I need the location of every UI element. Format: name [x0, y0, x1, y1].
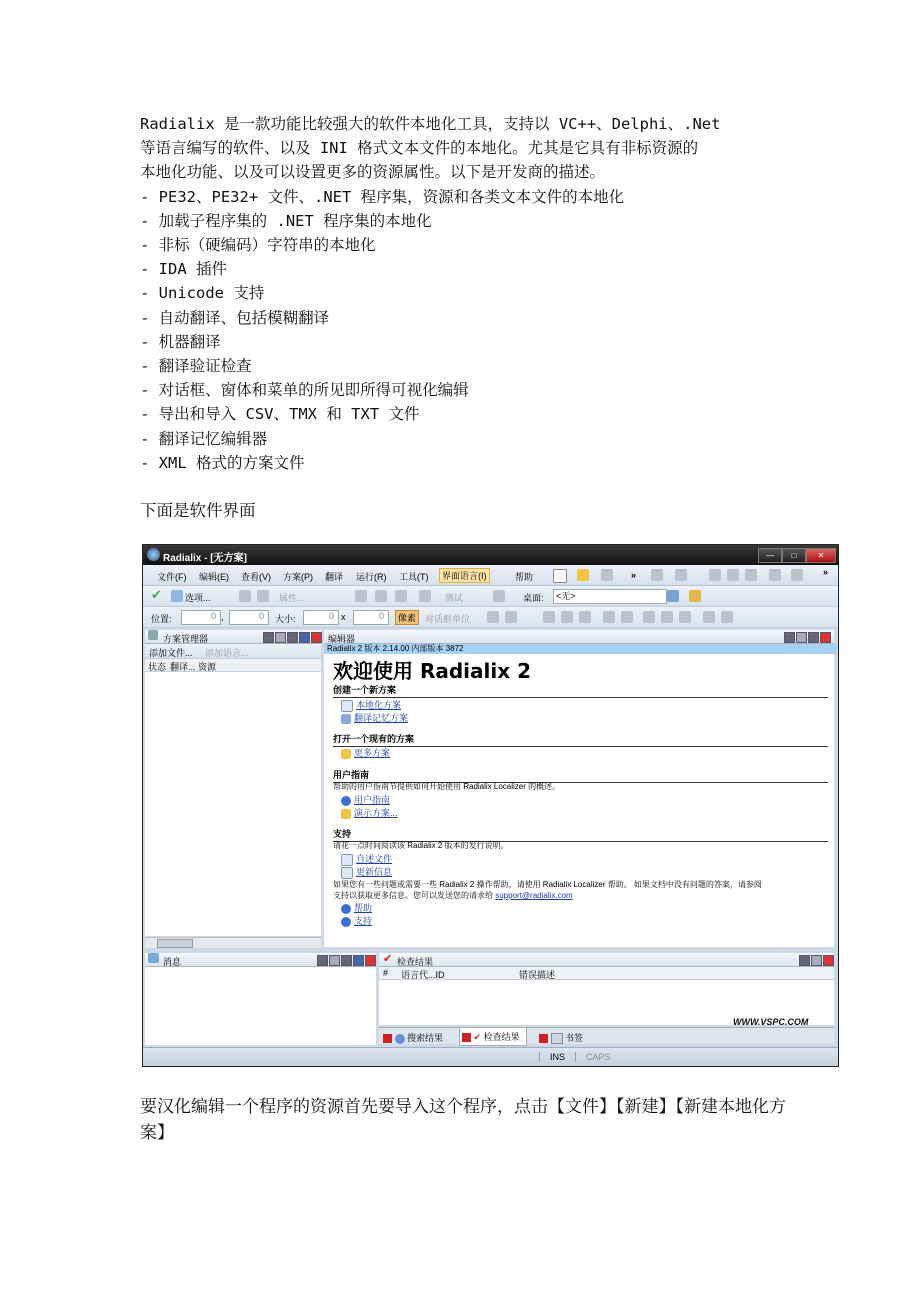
link-readme[interactable]: 自述文件 — [341, 852, 392, 866]
messages-close-icon[interactable] — [365, 955, 376, 966]
project-manager-header — [145, 630, 321, 644]
column-status[interactable]: 状态 — [148, 662, 167, 672]
project-scrollbar[interactable] — [145, 937, 321, 948]
support-description: 请花一点时间阅读该 Radialix 2 版本的发行说明。 — [333, 841, 509, 850]
column-resource[interactable]: 资源 — [198, 662, 217, 672]
toolbar-layout: 位置: 0 , 0 大小: 0 x 0 像素 对话框单位 — [143, 607, 838, 628]
link-tm-project[interactable]: 翻译记忆方案 — [341, 711, 408, 724]
align-top-icon[interactable] — [543, 611, 555, 623]
add-file-button[interactable]: 添加文件... — [149, 648, 193, 658]
panel-dock-icon[interactable] — [299, 632, 310, 643]
check-results-title: 检查结果 — [397, 957, 434, 967]
editor-float-icon[interactable] — [808, 632, 819, 643]
size-height-input[interactable]: 0 — [353, 610, 389, 625]
replace-icon[interactable] — [791, 569, 803, 581]
play-icon[interactable] — [395, 590, 407, 602]
support-help-text: 如果您有一些问题或需要一些 Radialix 2 操作帮助，请使用 Radialix Localizer 帮助。 如果文档中没有问题的答案，请参阅 — [333, 880, 762, 889]
messages-float-icon[interactable] — [341, 955, 352, 966]
menu-translate[interactable]: 翻译 — [325, 572, 344, 582]
project-manager-icon — [148, 630, 158, 640]
menu-project[interactable]: 方案(P) — [283, 572, 313, 582]
guide-description: 帮助的用户指南节提供如何开始使用 Radialix Localizer 的概述。 — [333, 782, 561, 791]
check-mark-icon: ✔ — [383, 953, 393, 965]
editor-title: 编辑器 — [328, 634, 356, 644]
radialix-logo-icon — [147, 548, 160, 561]
messages-header — [145, 953, 376, 967]
column-language-id[interactable]: 语言代...ID — [401, 970, 445, 980]
panel-menu-icon[interactable] — [275, 632, 286, 643]
feature-item: - 翻译记忆编辑器 — [140, 429, 268, 448]
document-icon — [341, 867, 353, 879]
close-tab-icon[interactable] — [539, 1034, 548, 1043]
tab-order-icon[interactable] — [703, 611, 715, 623]
check-icon[interactable]: ✔ — [151, 587, 162, 602]
editor-pin-icon[interactable] — [784, 632, 795, 643]
document-body — [140, 112, 790, 475]
column-error-description[interactable]: 错误描述 — [519, 970, 556, 980]
panel-close-icon[interactable] — [311, 632, 322, 643]
grid-icon[interactable] — [721, 611, 733, 623]
menu-help[interactable]: 帮助 — [515, 572, 534, 582]
version-bar: Radialix 2 版本 2.14.00 内部版本 3872 — [324, 644, 837, 654]
support-email-link[interactable]: support@radialix.com — [495, 891, 573, 900]
feature-item: - 翻译验证检查 — [140, 357, 252, 376]
section-support: 支持 — [333, 827, 828, 842]
status-ins: INS — [539, 1052, 565, 1062]
intro-line-3: 本地化功能、以及可以设置更多的资源属性。以下是开发商的描述。 — [140, 163, 606, 182]
minimize-button[interactable]: — — [758, 548, 782, 563]
status-bar — [143, 1047, 838, 1066]
help-icon — [341, 917, 351, 927]
redo-icon[interactable] — [675, 569, 687, 581]
maximize-button[interactable]: □ — [782, 548, 806, 563]
bottom-tabs — [379, 1027, 834, 1044]
screenshot-caption: 下面是软件界面 — [140, 501, 256, 520]
app-screenshot — [142, 544, 839, 1067]
menu-file[interactable]: 文件(F) — [157, 572, 187, 582]
feature-item: - 自动翻译、包括模糊翻译 — [140, 308, 330, 327]
section-user-guide: 用户指南 — [333, 768, 828, 783]
add-language-button[interactable]: 添加语言... — [205, 648, 249, 658]
desktop-label: 桌面: — [523, 593, 544, 603]
desktop-folder-icon[interactable] — [689, 590, 701, 602]
close-button[interactable]: ✕ — [806, 548, 836, 563]
size-separator: x — [341, 612, 346, 622]
test-button[interactable]: 测试 — [445, 593, 464, 603]
project-toolbar — [145, 644, 321, 659]
status-caps: CAPS — [575, 1052, 611, 1062]
database-icon — [341, 714, 351, 724]
project-manager-title: 方案管理器 — [163, 634, 209, 644]
pixel-toggle[interactable]: 像素 — [395, 610, 419, 625]
same-height-icon[interactable] — [621, 611, 633, 623]
menu-bar — [143, 565, 838, 586]
menu-edit[interactable]: 编辑(E) — [199, 572, 229, 582]
paste-icon[interactable] — [727, 569, 739, 581]
document-icon — [341, 854, 353, 866]
copy-icon[interactable] — [709, 569, 721, 581]
position-x-input[interactable]: 0 — [181, 610, 221, 625]
editor-header — [324, 630, 834, 644]
check-columns — [379, 967, 834, 980]
resource-icon[interactable] — [239, 590, 251, 602]
link-user-guide[interactable]: 用户指南 — [341, 793, 390, 806]
intro-line-1: Radialix 是一款功能比较强大的软件本地化工具，支持以 VC++、Delphi、.Net — [140, 115, 721, 133]
same-size-icon[interactable] — [643, 611, 655, 623]
save-icon[interactable] — [601, 569, 613, 581]
close-tab-icon[interactable] — [462, 1033, 471, 1042]
binoculars-icon — [395, 1034, 405, 1044]
menu-view[interactable]: 查看(V) — [241, 572, 271, 582]
feature-item: - 导出和导入 CSV、TMX 和 TXT 文件 — [140, 405, 420, 424]
scrollbar-thumb[interactable] — [157, 939, 193, 948]
space-v-icon[interactable] — [679, 611, 691, 623]
help-icon — [341, 904, 351, 914]
check-results-header — [379, 953, 834, 967]
editor-menu-icon[interactable] — [796, 632, 807, 643]
forward-icon[interactable] — [493, 590, 505, 602]
title-bar — [143, 545, 838, 565]
intro-line-2: 等语言编写的软件、以及 INI 格式文本文件的本地化。尤其是它具有非标资源的 — [140, 139, 699, 158]
check-mark-icon: ✔ — [473, 1032, 482, 1042]
align-center-icon[interactable] — [505, 611, 517, 623]
options-icon — [171, 590, 183, 602]
document-icon — [341, 700, 353, 712]
align-middle-icon[interactable] — [561, 611, 573, 623]
panel-pin-icon[interactable] — [263, 632, 274, 643]
toolbar-main — [143, 586, 838, 607]
feature-item: - IDA 插件 — [140, 260, 227, 279]
step-icon[interactable] — [419, 590, 431, 602]
link-help[interactable]: 帮助 — [341, 901, 372, 914]
messages-menu-icon[interactable] — [329, 955, 340, 966]
link-localize-project[interactable]: 本地化方案 — [341, 698, 401, 712]
toolbar-overflow[interactable]: » — [631, 570, 637, 580]
support-contact-text: 支持以获取更多信息。您可以发送您的请求给 support@radialix.com — [333, 891, 573, 900]
section-open-project: 打开一个现有的方案 — [333, 732, 828, 747]
column-number[interactable]: # — [383, 968, 389, 978]
build-icon[interactable] — [355, 590, 367, 602]
messages-list[interactable] — [145, 967, 376, 1045]
same-width-icon[interactable] — [603, 611, 615, 623]
position-label: 位置: — [151, 614, 172, 624]
watermark: WWW.VSPC.COM — [733, 1017, 809, 1027]
menu-overflow[interactable]: » — [823, 567, 829, 577]
cut-icon[interactable] — [745, 569, 757, 581]
window-title: Radialix - [无方案] — [163, 553, 247, 564]
close-tab-icon[interactable] — [383, 1034, 392, 1043]
tab-search-results[interactable]: 搜索结果 — [383, 1031, 443, 1044]
feature-item: - 机器翻译 — [140, 332, 221, 351]
folder-icon — [341, 749, 351, 759]
project-columns — [145, 659, 321, 672]
attribute-button[interactable]: 属性... — [279, 593, 305, 603]
size-width-input[interactable]: 0 — [303, 610, 339, 625]
bookmark-icon — [551, 1033, 563, 1044]
align-left-icon[interactable] — [487, 611, 499, 623]
size-label: 大小: — [275, 614, 296, 624]
check-pin-icon[interactable] — [799, 955, 810, 966]
dialog-unit-toggle[interactable]: 对话框单位 — [425, 614, 471, 624]
feature-item: - 对话框、窗体和菜单的所见即所得可视化编辑 — [140, 381, 469, 400]
find-icon[interactable] — [769, 569, 781, 581]
messages-dock-icon[interactable] — [353, 955, 364, 966]
help-icon — [341, 796, 351, 806]
column-translation[interactable]: 翻译... — [170, 662, 196, 672]
check-close-icon[interactable] — [823, 955, 834, 966]
folder-icon — [341, 809, 351, 819]
check-menu-icon[interactable] — [811, 955, 822, 966]
space-h-icon[interactable] — [661, 611, 673, 623]
feature-item: - PE32、PE32+ 文件、.NET 程序集，资源和各类文本文件的本地化 — [140, 187, 625, 206]
feature-item: - 加载子程序集的 .NET 程序集的本地化 — [140, 211, 432, 230]
options-button[interactable]: 选项... — [185, 593, 211, 603]
section-new-project: 创建一个新方案 — [333, 683, 828, 698]
feature-item: - 非标（硬编码）字符串的本地化 — [140, 236, 376, 255]
menu-tools[interactable]: 工具(T) — [399, 572, 429, 582]
tab-bookmarks[interactable]: 书签 — [539, 1031, 583, 1044]
desktop-action-icon[interactable] — [667, 590, 679, 602]
link-more-projects[interactable]: 更多方案 — [341, 746, 390, 759]
messages-pin-icon[interactable] — [317, 955, 328, 966]
desktop-select[interactable]: <无> — [553, 589, 667, 604]
message-icon — [148, 953, 159, 963]
panel-float-icon[interactable] — [287, 632, 298, 643]
menu-run[interactable]: 运行(R) — [356, 572, 387, 582]
closing-paragraph: 要汉化编辑一个程序的资源首先要导入这个程序，点击【文件】【新建】【新建本地化方案】 — [140, 1097, 786, 1143]
project-tree[interactable] — [145, 672, 321, 936]
welcome-title: 欢迎使用 Radialix 2 — [333, 659, 532, 683]
tab-check-results[interactable]: ✔ 检查结果 — [459, 1028, 527, 1046]
feature-item: - Unicode 支持 — [140, 284, 265, 303]
link-support[interactable]: 支持 — [341, 914, 372, 927]
position-y-input[interactable]: 0 — [229, 610, 269, 625]
editor-close-icon[interactable] — [820, 632, 831, 643]
new-file-icon[interactable] — [553, 569, 567, 583]
align-bottom-icon[interactable] — [579, 611, 591, 623]
open-folder-icon[interactable] — [577, 569, 589, 581]
link-demo-project[interactable]: 演示方案... — [341, 806, 398, 819]
link-update-info[interactable]: 更新信息 — [341, 865, 392, 879]
feature-item: - XML 格式的方案文件 — [140, 453, 305, 472]
messages-title: 消息 — [163, 957, 182, 967]
undo-icon[interactable] — [651, 569, 663, 581]
menu-ui-language[interactable]: 界面语言(I) — [439, 568, 490, 583]
filter-icon[interactable] — [375, 590, 387, 602]
resource2-icon[interactable] — [257, 590, 269, 602]
